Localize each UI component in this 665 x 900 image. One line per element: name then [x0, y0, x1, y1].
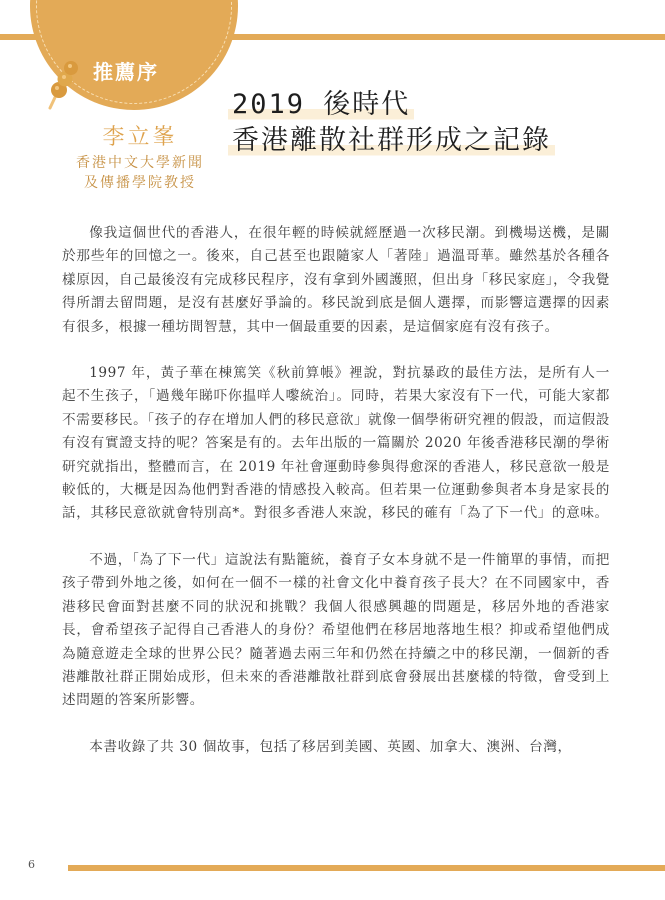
paragraph: 不過，「為了下一代」這說法有點籠統，養育子女本身就不是一件簡單的事情，而把孩子帶到外地之後，如何在一個不一樣的社會文化中養育孩子長大？在不同國家中，香港移民會面對甚麼不同的狀況和挑戰？我個人很感興趣的問題是，移居外地的香港家長，會希望孩子記得自己香港人的身份？希望他們在移居地落地生根？抑或希望他們成為隨意遊走全球的世界公民？隨著過去兩三年和仍然在持續之中的移民潮，一個新的香港離散社群正開始成形，但未來的香港離散社群到底會發展出甚麼樣的特徵，會受到上述問題的答案所影響。 — [62, 551, 610, 709]
paragraph: 1997 年，黃子華在棟篤笑《秋前算帳》裡說，對抗暴政的最佳方法，是所有人一起不生孩子，「過幾年睇吓你揾咩人嚟統治」。同時，若果大家沒有下一代，可能大家都不需要移民。「孩子的存在增加人們的移民意欲」就像一個學術研究裡的假設，而這假設有沒有實證支持的呢？答案是有的。去年出版的一篇關於 2020 年後香港移民潮的學術研究就指出，整體而言，在 2019 年社會運動時參與得愈深的香港人，移民意欲一般是較低的，大概是因為他們對香港的情感投入較高。但若果一位運動參與者本身是家長的話，其移民意欲就會特別高*。對很多香港人來說，移民的確有「為了下一代」的意味。 — [62, 365, 610, 522]
body-text — [62, 222, 610, 782]
author-title-line-2: 及傳播學院教授 — [84, 175, 196, 191]
author-name: 李立峯 — [102, 125, 178, 150]
bottom-rule — [68, 865, 665, 871]
page-number: 6 — [28, 858, 35, 871]
skewer-icon — [44, 52, 84, 112]
author-title-line-1: 香港中文大學新聞 — [76, 155, 204, 171]
section-label: 推薦序 — [93, 60, 159, 84]
paragraph: 本書收錄了共 30 個故事，包括了移居到美國、英國、加拿大、澳洲、台灣， — [89, 738, 572, 755]
page-title-line-2: 香港離散社群形成之記錄 — [228, 124, 555, 158]
page-title-line-1: 2019 後時代 — [228, 88, 414, 122]
paragraph: 像我這個世代的香港人，在很年輕的時候就經歷過一次移民潮。到機場送機，是關於那些年的回憶之一。後來，自己甚至也跟隨家人「著陸」過溫哥華。雖然基於各種各樣原因，自己最後沒有完成移民程序，沒有拿到外國護照，但出身「移民家庭」，令我覺得所謂去留問題，是沒有甚麼好爭論的。移民說到底是個人選擇，而影響這選擇的因素有很多，根據一種坊間智慧，其中一個最重要的因素，是這個家庭有沒有孩子。 — [62, 225, 610, 335]
